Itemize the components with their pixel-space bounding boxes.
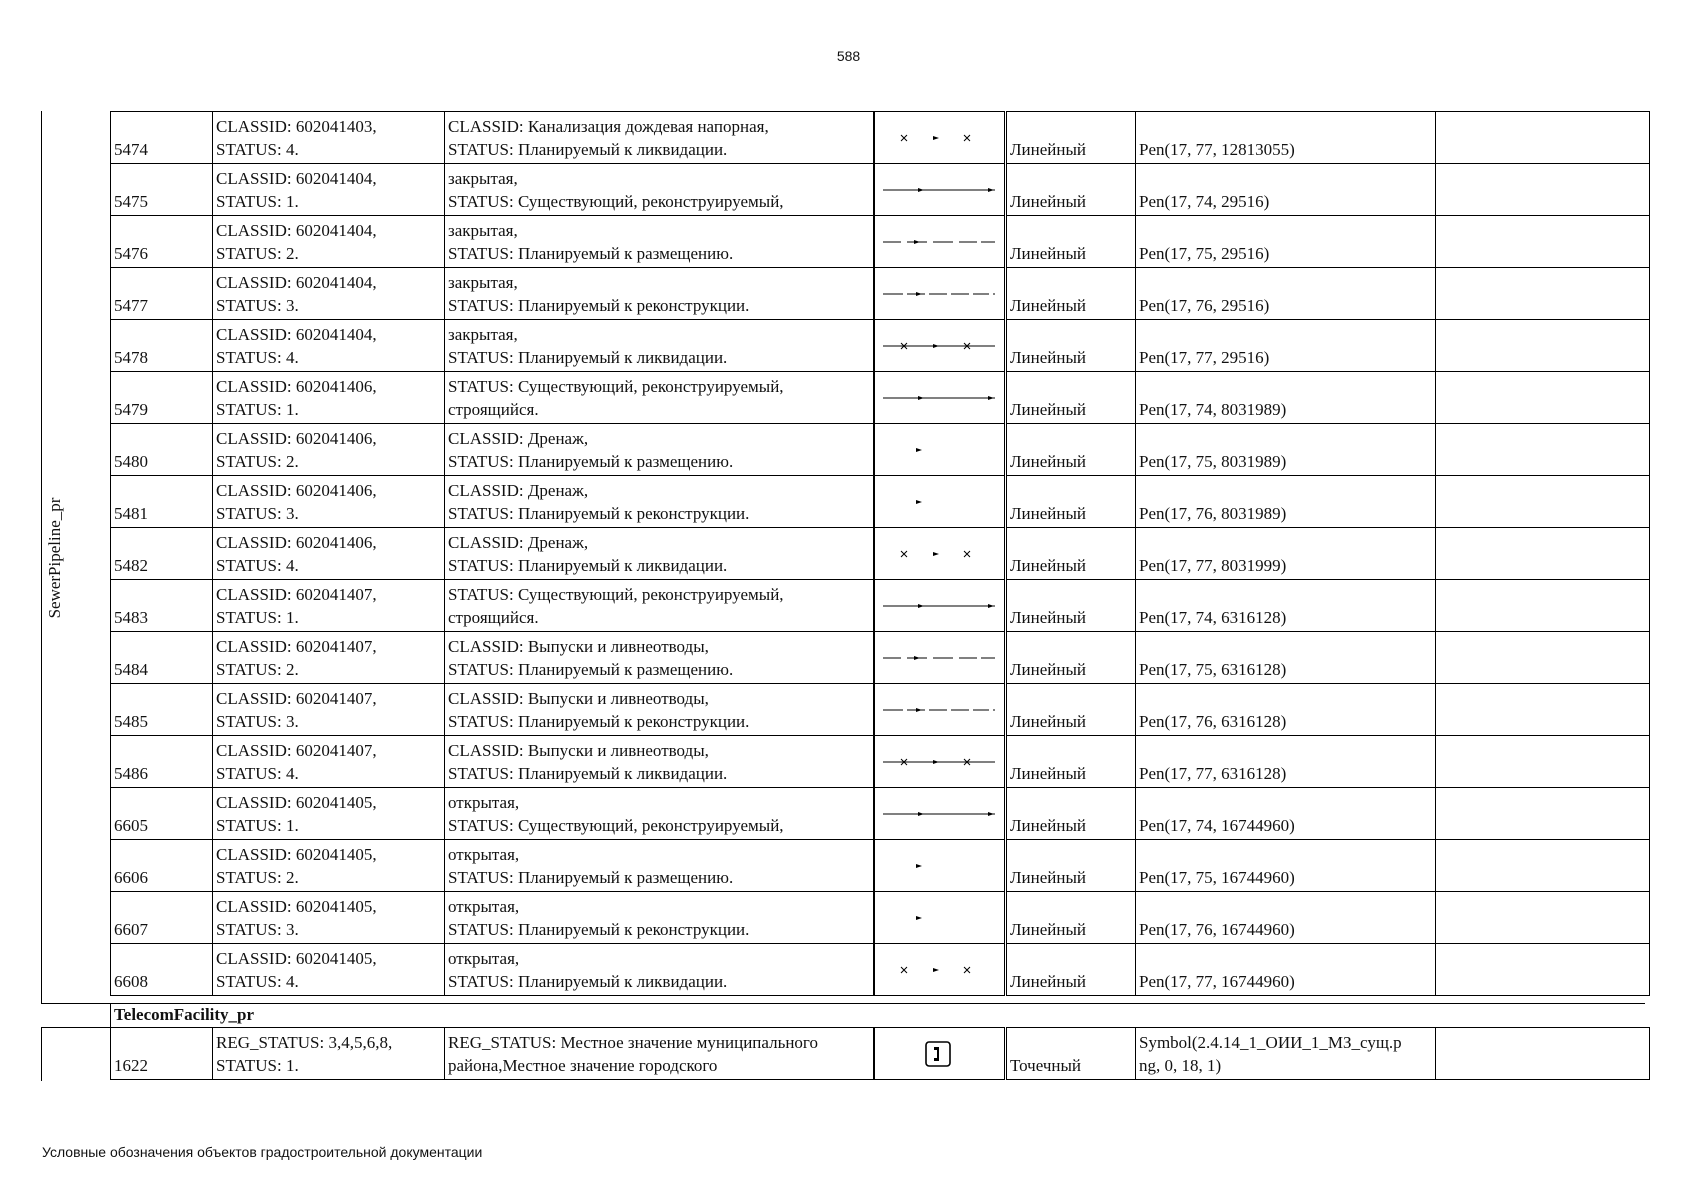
cell-symbol <box>874 1028 1006 1080</box>
classid-line-2: STATUS: 3. <box>216 920 299 939</box>
cell-style: Pen(17, 74, 29516) <box>1136 164 1436 216</box>
cell-style <box>1136 1028 1436 1080</box>
classid-line-2: STATUS: 1. <box>216 400 299 419</box>
page-number: 588 <box>836 48 861 64</box>
line-symbol-icon <box>877 168 1001 212</box>
classid-line-1: CLASSID: 602041405, <box>216 845 377 864</box>
line-symbol-icon <box>877 116 1001 160</box>
table-row <box>111 112 1650 164</box>
cell-id: 5475 <box>111 164 213 216</box>
cell-id: 5481 <box>111 476 213 528</box>
description-line-1: CLASSID: Дренаж, <box>448 429 589 448</box>
description-line-2: STATUS: Существующий, реконструируемый, <box>448 192 784 211</box>
section-table <box>110 1003 1650 1028</box>
classid-line-2: STATUS: 4. <box>216 348 299 367</box>
cell-description <box>445 580 874 632</box>
description-line-2: STATUS: Планируемый к реконструкции. <box>448 712 750 731</box>
cell-empty <box>1436 164 1650 216</box>
group-label <box>41 111 68 1004</box>
cell-id: 1622 <box>111 1028 213 1080</box>
description-line-1: CLASSID: Выпуски и ливнеотводы, <box>448 637 709 656</box>
cell-id: 6606 <box>111 840 213 892</box>
classid-line-2: STATUS: 2. <box>216 452 299 471</box>
cell-classid <box>213 424 445 476</box>
classid-line-2: STATUS: 3. <box>216 296 299 315</box>
cell-symbol <box>874 268 1006 320</box>
description-line-1: закрытая, <box>448 169 518 188</box>
cell-symbol <box>874 788 1006 840</box>
document-footer: Условные обозначения объектов градостроительной документации <box>42 1144 483 1160</box>
left-border <box>41 1027 42 1081</box>
table-row <box>111 424 1650 476</box>
description-line-1: закрытая, <box>448 273 518 292</box>
cell-id: 5479 <box>111 372 213 424</box>
classid-line-1: CLASSID: 602041407, <box>216 689 377 708</box>
table-row <box>111 216 1650 268</box>
description-line-2: района,Местное значение городского <box>448 1056 718 1075</box>
group-label-text: SewerPipeline_pr <box>45 497 64 618</box>
description-line-1: CLASSID: Выпуски и ливнеотводы, <box>448 741 709 760</box>
cell-classid <box>213 112 445 164</box>
cell-geometry-type: Линейный <box>1006 892 1136 944</box>
line-symbol-icon <box>877 272 1001 316</box>
table-row <box>111 528 1650 580</box>
description-line-2: STATUS: Планируемый к ликвидации. <box>448 764 728 783</box>
classid-line-1: CLASSID: 602041407, <box>216 741 377 760</box>
description-line-1: CLASSID: Дренаж, <box>448 533 589 552</box>
cell-symbol <box>874 424 1006 476</box>
table-row <box>111 944 1650 996</box>
cell-geometry-type: Линейный <box>1006 424 1136 476</box>
classid-line-1: REG_STATUS: 3,4,5,6,8, <box>216 1033 393 1052</box>
cell-classid <box>213 164 445 216</box>
description-line-2: STATUS: Планируемый к ликвидации. <box>448 972 728 991</box>
cell-empty <box>1436 216 1650 268</box>
line-symbol-icon <box>877 792 1001 836</box>
classid-line-1: CLASSID: 602041405, <box>216 793 377 812</box>
cell-symbol <box>874 684 1006 736</box>
classid-line-2: STATUS: 4. <box>216 972 299 991</box>
classid-line-1: CLASSID: 602041406, <box>216 481 377 500</box>
cell-style: Pen(17, 76, 29516) <box>1136 268 1436 320</box>
legend-table <box>110 111 1650 996</box>
cell-classid <box>213 320 445 372</box>
cell-description <box>445 840 874 892</box>
cell-empty <box>1436 684 1650 736</box>
cell-empty <box>1436 632 1650 684</box>
table-row <box>111 1028 1650 1080</box>
classid-line-1: CLASSID: 602041404, <box>216 221 377 240</box>
classid-line-2: STATUS: 4. <box>216 140 299 159</box>
classid-line-1: CLASSID: 602041404, <box>216 273 377 292</box>
cell-geometry-type: Линейный <box>1006 112 1136 164</box>
description-line-1: CLASSID: Канализация дождевая напорная, <box>448 117 769 136</box>
cell-style: Pen(17, 77, 6316128) <box>1136 736 1436 788</box>
cell-style: Pen(17, 76, 6316128) <box>1136 684 1436 736</box>
cell-geometry-type: Линейный <box>1006 476 1136 528</box>
cell-symbol <box>874 112 1006 164</box>
cell-style: Pen(17, 77, 8031999) <box>1136 528 1436 580</box>
cell-id: 6608 <box>111 944 213 996</box>
cell-geometry-type: Линейный <box>1006 528 1136 580</box>
cell-id: 6605 <box>111 788 213 840</box>
classid-line-1: CLASSID: 602041407, <box>216 585 377 604</box>
cell-id: 5478 <box>111 320 213 372</box>
cell-symbol <box>874 528 1006 580</box>
cell-style: Pen(17, 77, 12813055) <box>1136 112 1436 164</box>
cell-description <box>445 424 874 476</box>
cell-style: Pen(17, 74, 8031989) <box>1136 372 1436 424</box>
cell-classid <box>213 788 445 840</box>
line-symbol-icon <box>877 376 1001 420</box>
cell-geometry-type: Линейный <box>1006 216 1136 268</box>
table-row <box>111 840 1650 892</box>
classid-line-1: CLASSID: 602041406, <box>216 377 377 396</box>
cell-description <box>445 164 874 216</box>
description-line-1: открытая, <box>448 949 520 968</box>
cell-style: Pen(17, 77, 29516) <box>1136 320 1436 372</box>
cell-description <box>445 528 874 580</box>
cell-id: 5485 <box>111 684 213 736</box>
cell-style: Pen(17, 77, 16744960) <box>1136 944 1436 996</box>
description-line-2: STATUS: Планируемый к ликвидации. <box>448 556 728 575</box>
cell-symbol <box>874 944 1006 996</box>
cell-geometry-type: Линейный <box>1006 164 1136 216</box>
description-line-2: STATUS: Планируемый к размещению. <box>448 244 734 263</box>
cell-geometry-type: Линейный <box>1006 944 1136 996</box>
cell-symbol <box>874 164 1006 216</box>
cell-style: Pen(17, 75, 29516) <box>1136 216 1436 268</box>
cell-description <box>445 788 874 840</box>
description-line-1: открытая, <box>448 793 520 812</box>
cell-description <box>445 892 874 944</box>
style-line-2: ng, 0, 18, 1) <box>1139 1056 1222 1075</box>
cell-geometry-type: Точечный <box>1006 1028 1136 1080</box>
description-line-2: строящийся. <box>448 608 539 627</box>
line-symbol-icon <box>877 324 1001 368</box>
cell-geometry-type: Линейный <box>1006 632 1136 684</box>
classid-line-2: STATUS: 1. <box>216 816 299 835</box>
cell-geometry-type: Линейный <box>1006 372 1136 424</box>
cell-symbol <box>874 632 1006 684</box>
description-line-1: STATUS: Существующий, реконструируемый, <box>448 585 784 604</box>
telecom-table <box>110 1027 1650 1080</box>
line-symbol-icon <box>877 740 1001 784</box>
line-symbol-icon <box>877 948 1001 992</box>
line-symbol-icon <box>877 428 1001 472</box>
description-line-1: CLASSID: Дренаж, <box>448 481 589 500</box>
cell-description <box>445 476 874 528</box>
cell-classid <box>213 216 445 268</box>
cell-classid <box>213 372 445 424</box>
cell-empty <box>1436 788 1650 840</box>
classid-line-2: STATUS: 2. <box>216 244 299 263</box>
cell-geometry-type: Линейный <box>1006 580 1136 632</box>
cell-empty <box>1436 268 1650 320</box>
description-line-2: STATUS: Планируемый к размещению. <box>448 660 734 679</box>
cell-description <box>445 684 874 736</box>
cell-description <box>445 736 874 788</box>
cell-classid <box>213 1028 445 1080</box>
description-line-1: STATUS: Существующий, реконструируемый, <box>448 377 784 396</box>
classid-line-2: STATUS: 1. <box>216 192 299 211</box>
classid-line-1: CLASSID: 602041404, <box>216 325 377 344</box>
cell-id: 6607 <box>111 892 213 944</box>
cell-geometry-type: Линейный <box>1006 320 1136 372</box>
classid-line-1: CLASSID: 602041407, <box>216 637 377 656</box>
description-line-2: строящийся. <box>448 400 539 419</box>
cell-id: 5477 <box>111 268 213 320</box>
cell-symbol <box>874 372 1006 424</box>
cell-empty <box>1436 1028 1650 1080</box>
cell-classid <box>213 944 445 996</box>
description-line-1: открытая, <box>448 897 520 916</box>
cell-style: Pen(17, 75, 8031989) <box>1136 424 1436 476</box>
phone-box-icon <box>877 1032 1001 1076</box>
line-symbol-icon <box>877 844 1001 888</box>
cell-empty <box>1436 424 1650 476</box>
table-row <box>111 476 1650 528</box>
table-row <box>111 736 1650 788</box>
cell-classid <box>213 580 445 632</box>
cell-empty <box>1436 892 1650 944</box>
cell-description <box>445 372 874 424</box>
cell-geometry-type: Линейный <box>1006 684 1136 736</box>
cell-symbol <box>874 580 1006 632</box>
style-line-1: Symbol(2.4.14_1_ОИИ_1_МЗ_сущ.p <box>1139 1033 1402 1052</box>
cell-style: Pen(17, 74, 6316128) <box>1136 580 1436 632</box>
description-line-2: STATUS: Планируемый к ликвидации. <box>448 348 728 367</box>
cell-id: 5474 <box>111 112 213 164</box>
description-line-1: CLASSID: Выпуски и ливнеотводы, <box>448 689 709 708</box>
table-row <box>111 320 1650 372</box>
classid-line-2: STATUS: 4. <box>216 764 299 783</box>
table-row <box>111 632 1650 684</box>
cell-description <box>445 320 874 372</box>
classid-line-2: STATUS: 1. <box>216 608 299 627</box>
table-row <box>111 164 1650 216</box>
description-line-2: STATUS: Планируемый к реконструкции. <box>448 296 750 315</box>
cell-description <box>445 216 874 268</box>
description-line-2: STATUS: Планируемый к размещению. <box>448 868 734 887</box>
classid-line-2: STATUS: 4. <box>216 556 299 575</box>
line-symbol-icon <box>877 688 1001 732</box>
cell-empty <box>1436 320 1650 372</box>
description-line-1: открытая, <box>448 845 520 864</box>
classid-line-2: STATUS: 3. <box>216 504 299 523</box>
classid-line-1: CLASSID: 602041405, <box>216 949 377 968</box>
cell-style: Pen(17, 75, 6316128) <box>1136 632 1436 684</box>
description-line-1: REG_STATUS: Местное значение муниципального <box>448 1033 818 1052</box>
cell-symbol <box>874 476 1006 528</box>
cell-empty <box>1436 944 1650 996</box>
classid-line-1: CLASSID: 602041404, <box>216 169 377 188</box>
line-symbol-icon <box>877 480 1001 524</box>
cell-symbol <box>874 736 1006 788</box>
cell-symbol <box>874 320 1006 372</box>
cell-id: 5482 <box>111 528 213 580</box>
table-row <box>111 684 1650 736</box>
classid-line-1: CLASSID: 602041403, <box>216 117 377 136</box>
line-symbol-icon <box>877 896 1001 940</box>
description-line-2: STATUS: Планируемый к реконструкции. <box>448 920 750 939</box>
classid-line-1: CLASSID: 602041405, <box>216 897 377 916</box>
table-row <box>111 268 1650 320</box>
cell-empty <box>1436 528 1650 580</box>
classid-line-2: STATUS: 2. <box>216 868 299 887</box>
cell-style: Pen(17, 76, 16744960) <box>1136 892 1436 944</box>
cell-classid <box>213 528 445 580</box>
cell-description <box>445 268 874 320</box>
cell-geometry-type: Линейный <box>1006 788 1136 840</box>
cell-style: Pen(17, 74, 16744960) <box>1136 788 1436 840</box>
line-symbol-icon <box>877 532 1001 576</box>
description-line-2: STATUS: Планируемый к размещению. <box>448 452 734 471</box>
cell-symbol <box>874 216 1006 268</box>
cell-symbol <box>874 840 1006 892</box>
description-line-2: STATUS: Планируемый к реконструкции. <box>448 504 750 523</box>
cell-id: 5486 <box>111 736 213 788</box>
section-title: TelecomFacility_pr <box>111 1003 1650 1028</box>
line-symbol-icon <box>877 584 1001 628</box>
cell-classid <box>213 476 445 528</box>
cell-classid <box>213 632 445 684</box>
line-symbol-icon <box>877 220 1001 264</box>
description-line-2: STATUS: Существующий, реконструируемый, <box>448 816 784 835</box>
cell-classid <box>213 684 445 736</box>
cell-description <box>445 632 874 684</box>
cell-classid <box>213 892 445 944</box>
cell-description <box>445 944 874 996</box>
section-separator-left <box>41 1027 110 1028</box>
cell-symbol <box>874 892 1006 944</box>
classid-line-2: STATUS: 1. <box>216 1056 299 1075</box>
classid-line-1: CLASSID: 602041406, <box>216 429 377 448</box>
cell-geometry-type: Линейный <box>1006 840 1136 892</box>
classid-line-1: CLASSID: 602041406, <box>216 533 377 552</box>
cell-geometry-type: Линейный <box>1006 736 1136 788</box>
cell-id: 5480 <box>111 424 213 476</box>
cell-description <box>445 112 874 164</box>
cell-id: 5483 <box>111 580 213 632</box>
cell-style: Pen(17, 76, 8031989) <box>1136 476 1436 528</box>
cell-id: 5484 <box>111 632 213 684</box>
cell-empty <box>1436 736 1650 788</box>
classid-line-2: STATUS: 2. <box>216 660 299 679</box>
description-line-1: закрытая, <box>448 325 518 344</box>
cell-empty <box>1436 580 1650 632</box>
table-row <box>111 372 1650 424</box>
cell-classid <box>213 268 445 320</box>
cell-empty <box>1436 112 1650 164</box>
line-symbol-icon <box>877 636 1001 680</box>
cell-empty <box>1436 840 1650 892</box>
cell-style: Pen(17, 75, 16744960) <box>1136 840 1436 892</box>
table-row <box>111 892 1650 944</box>
cell-classid <box>213 840 445 892</box>
table-row <box>111 788 1650 840</box>
table-row <box>111 580 1650 632</box>
cell-id: 5476 <box>111 216 213 268</box>
cell-geometry-type: Линейный <box>1006 268 1136 320</box>
description-line-2: STATUS: Планируемый к ликвидации. <box>448 140 728 159</box>
cell-description <box>445 1028 874 1080</box>
cell-classid <box>213 736 445 788</box>
cell-empty <box>1436 372 1650 424</box>
cell-empty <box>1436 476 1650 528</box>
classid-line-2: STATUS: 3. <box>216 712 299 731</box>
description-line-1: закрытая, <box>448 221 518 240</box>
